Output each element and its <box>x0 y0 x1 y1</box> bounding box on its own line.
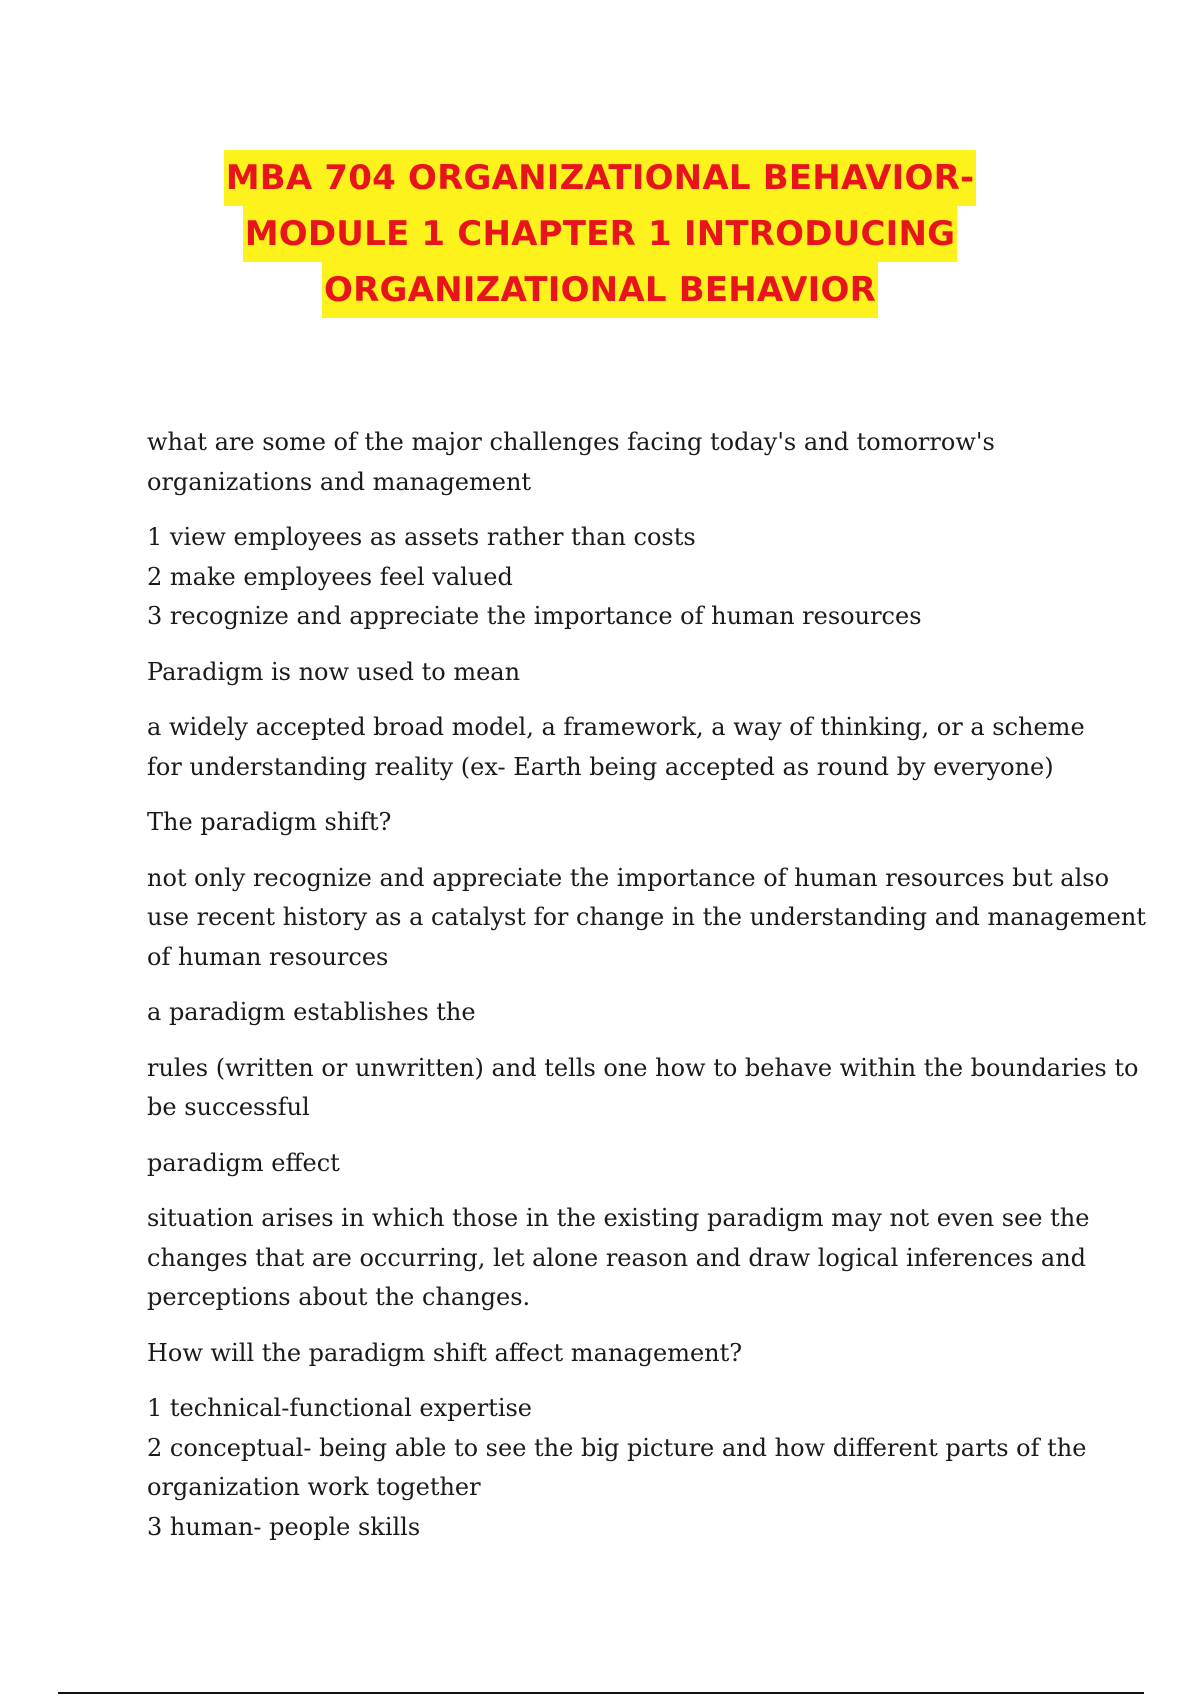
question-line: Paradigm is now used to mean <box>147 657 521 686</box>
answer-paradigm-meaning <box>147 708 1087 787</box>
answer-line: rules (written or unwritten) and tells one how to behave within the boundaries to <box>147 1053 1139 1082</box>
question-paradigm-effect <box>147 1144 1087 1184</box>
question-line: a paradigm establishes the <box>147 998 476 1026</box>
answer-line: be successful <box>147 1093 310 1121</box>
answer-line: of human resources <box>147 942 389 971</box>
question-paradigm-establishes <box>147 993 1087 1033</box>
title-line-2: MODULE 1 CHAPTER 1 INTRODUCING <box>243 206 958 262</box>
answer-paradigm-establishes <box>147 1049 1139 1128</box>
title-line-3: ORGANIZATIONAL BEHAVIOR <box>322 262 878 318</box>
list-item: 1 technical-functional expertise <box>147 1394 533 1422</box>
list-item: 1 view employees as assets rather than costs <box>147 523 696 551</box>
list-item: organization work together <box>147 1473 481 1501</box>
question-challenges <box>147 423 1087 502</box>
answer-line: not only recognize and appreciate the importance of human resources but also <box>147 863 1110 892</box>
question-line: How will the paradigm shift affect management? <box>147 1338 743 1367</box>
footer-divider <box>58 1692 1144 1694</box>
answer-paradigm-shift <box>147 859 1146 978</box>
answer-line: changes that are occurring, let alone reason and draw logical inferences and <box>147 1243 1087 1272</box>
list-item: 3 recognize and appreciate the importance of human resources <box>147 602 922 630</box>
answer-line: for understanding reality (ex- Earth being accepted as round by everyone) <box>147 752 1054 781</box>
question-line: paradigm effect <box>147 1148 340 1177</box>
document-body <box>147 423 1146 1563</box>
question-line: what are some of the major challenges facing today's and tomorrow's <box>147 428 995 456</box>
document-title <box>0 150 1200 318</box>
answer-line: situation arises in which those in the existing paradigm may not even see the <box>147 1204 1090 1232</box>
list-item: 2 make employees feel valued <box>147 562 513 591</box>
answer-management-impact-list <box>147 1389 1087 1547</box>
title-line-1: MBA 704 ORGANIZATIONAL BEHAVIOR- <box>224 150 977 206</box>
question-paradigm-shift <box>147 803 1087 843</box>
question-paradigm-meaning <box>147 653 1087 693</box>
answer-line: use recent history as a catalyst for change in the understanding and management <box>147 903 1146 931</box>
answer-line: a widely accepted broad model, a framework, a way of thinking, or a scheme <box>147 713 1085 741</box>
question-line: The paradigm shift? <box>147 808 392 836</box>
answer-paradigm-effect <box>147 1199 1090 1318</box>
question-management-impact <box>147 1334 1087 1374</box>
question-line: organizations and management <box>147 467 532 496</box>
answer-line: perceptions about the changes. <box>147 1283 531 1311</box>
list-item: 3 human- people skills <box>147 1512 421 1541</box>
answer-challenges-list <box>147 518 1087 637</box>
list-item: 2 conceptual- being able to see the big picture and how different parts of the <box>147 1433 1087 1462</box>
